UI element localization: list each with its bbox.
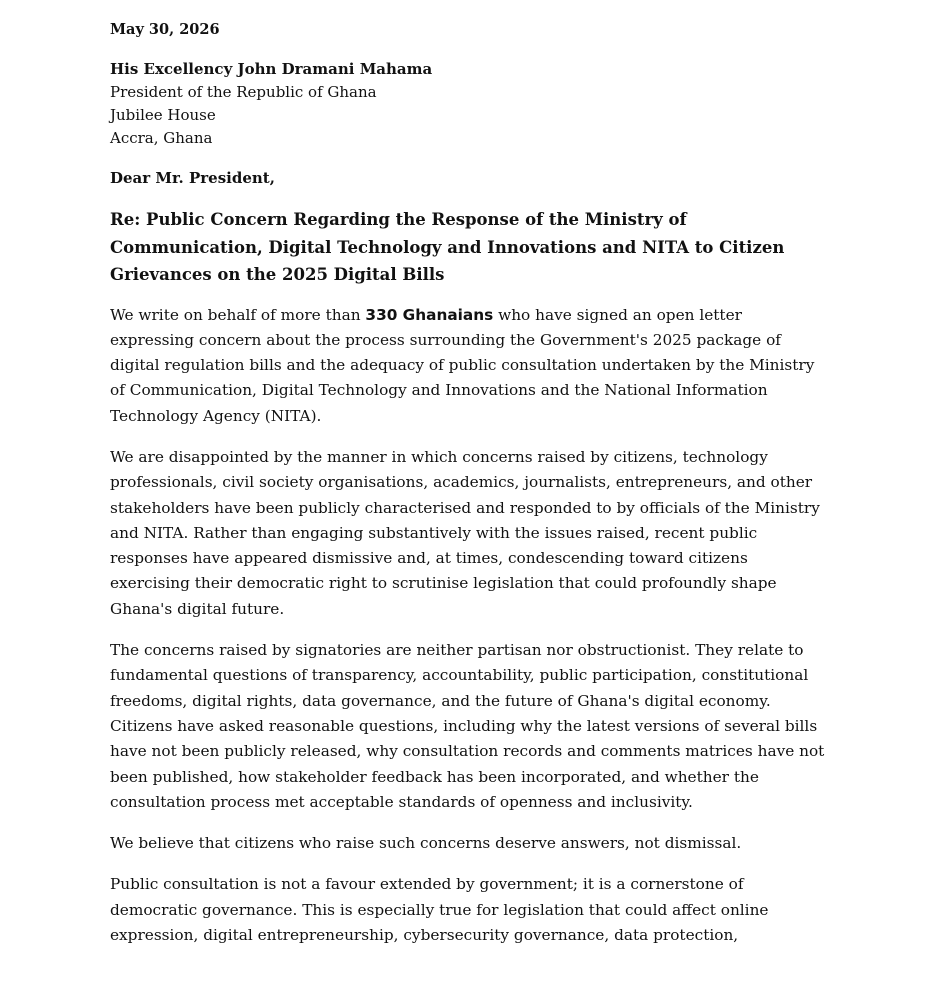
paragraph-answers: We believe that citizens who raise such concerns deserve answers, not dismissal. — [110, 834, 742, 853]
paragraph-intro — [110, 303, 830, 429]
salutation: Dear Mr. President, — [110, 169, 275, 187]
paragraph-consultation: Public consultation is not a favour extended by government; it is a cornerstone of democratic governance. This is especially true for legislation that could affect online expression, digital entrepreneurship, cybersecurity governance, data protection, — [110, 875, 769, 945]
signatory-count: 330 Ghanaians — [365, 305, 494, 324]
letter-date: May 30, 2026 — [110, 21, 220, 38]
paragraph-disappointment: We are disappointed by the manner in which concerns raised by citizens, technology professionals, civil society organisations, academics, journalists, entrepreneurs, and other stakeholders have been publicly characterised and responded to by officials of the Ministry and NITA. Rather than engaging substantively with the issues raised, recent public responses have appeared dismissive and, at times, condescending toward citizens exercising their democratic right to scrutinise legislation that could profoundly shape Ghana's digital future. — [110, 447, 820, 618]
recipient-address-line2: Accra, Ghana — [110, 129, 213, 147]
letter-page — [110, 18, 830, 964]
paragraph-intro-start: We write on behalf of more than — [110, 305, 366, 324]
recipient-name: His Excellency John Dramani Mahama — [110, 60, 433, 78]
recipient-address-line1: Jubilee House — [110, 106, 216, 124]
recipient-address — [110, 58, 830, 150]
subject-line: Re: Public Concern Regarding the Response of the Ministry of Communication, Digital Technology and Innovations and NITA to Citizen Grievances on the 2025 Digital Bills — [110, 210, 785, 284]
recipient-title: President of the Republic of Ghana — [110, 83, 377, 101]
paragraph-concerns: The concerns raised by signatories are neither partisan nor obstructionist. They relate to fundamental questions of transparency, accountability, public participation, constitutional freedoms, digital rights, data governance, and the future of Ghana's digital economy. Citizens have asked reasonable questions, including why the latest versions of several bills have not been publicly released, why consultation records and comments matrices have not been published, how stakeholder feedback has been incorporated, and whether the consultation process met acceptable standards of openness and inclusivity. — [110, 641, 825, 811]
paragraph-intro-end: who have signed an open letter expressing concern about the process surrounding the Government's 2025 package of digital regulation bills and the adequacy of public consultation undertaken by the Ministry of Communication, Digital Technology and Innovations and the National Information Technology Agency (NITA). — [110, 305, 815, 425]
